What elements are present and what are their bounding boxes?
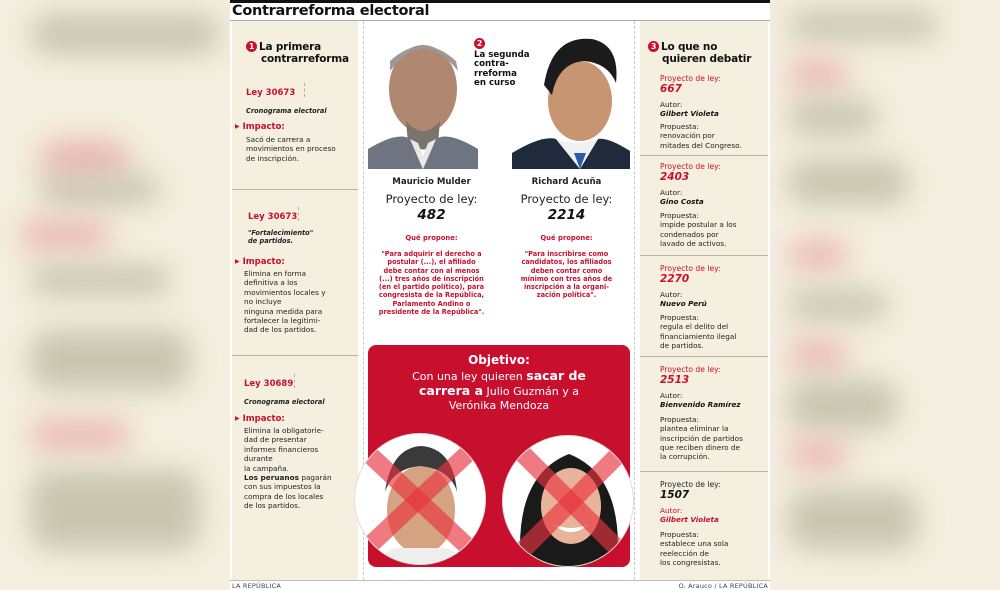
bill-item [640, 256, 768, 357]
objetivo-box [368, 345, 630, 567]
proyecto-label: Proyecto de ley: [660, 365, 721, 374]
autor-label: Autor: [660, 100, 683, 109]
photo-mauricio-mulder [368, 31, 478, 169]
autor-label: Autor: [660, 290, 683, 299]
bill-number: 1507 [660, 489, 690, 501]
autor-name: Nuevo Perú [660, 299, 707, 308]
section-1-column [232, 21, 358, 580]
number-badge-1: 1 [246, 41, 257, 52]
impact-label: ▶ Impacto: [235, 257, 285, 267]
impact-text: Elimina en forma definitiva a los movimientos locales y no incluye ninguna medida para fortalecer la legitimi- dad de los partidos. [244, 269, 326, 335]
number-badge-3: 3 [648, 41, 659, 52]
que-propone-label: Qué propone: [405, 234, 458, 242]
law-subtitle: Cronograma electoral [244, 398, 325, 406]
proyecto-label: Proyecto de ley: [660, 264, 721, 273]
photo-richard-acuna [512, 35, 630, 169]
photo-julio-guzman [354, 433, 486, 565]
objetivo-text: Con una ley quieren sacar de carrera a Julio Guzmán y a Verónika Mendoza [412, 368, 586, 412]
autor-name: Gilbert Violeta [660, 515, 719, 524]
photo-veronika-mendoza [502, 435, 634, 567]
bill-number: 2270 [660, 273, 690, 285]
proyecto-label: Proyecto de ley: [660, 162, 721, 171]
law-subtitle: Cronograma electoral [246, 107, 327, 115]
bill-item [640, 357, 768, 472]
law-subtitle: "Fortalecimiento" de partidos. [248, 229, 314, 245]
blurred-background-right [768, 0, 1000, 590]
autor-label: Autor: [660, 188, 683, 197]
proyecto-label: Proyecto de ley: [660, 74, 721, 83]
section-3-heading: 3 Lo que no quieren debatir [648, 41, 751, 65]
impact-text: Sacó de carrera a movimientos en proceso de inscripción. [246, 135, 336, 163]
section-2-column [363, 21, 635, 580]
law-number: Ley 30673 [248, 212, 298, 222]
que-propone-label: Qué propone: [540, 234, 593, 242]
author-credit: O. Arauco / LA REPÚBLICA [678, 582, 768, 590]
proposal-text: Propuesta: establece una sola reelección de los congresistas. [660, 530, 729, 567]
proyecto-label: Proyecto de ley: [520, 192, 613, 206]
autor-label: Autor: [660, 506, 683, 515]
proposal-text: Propuesta: plantea eliminar la inscripción de partidos que reciben dinero de la corrupción. [660, 415, 743, 462]
number-badge-2: 2 [474, 38, 485, 49]
section-2-heading: 2 La segunda contra- rreforma en curso [474, 39, 530, 89]
impact-label: ▶ Impacto: [235, 414, 285, 424]
proposal-quote: "Para inscribirse como candidatos, los afiliados deben contar como mínimo con tres años de inscripción a la organi- zación política". [520, 250, 613, 300]
proyecto-number: 482 [417, 207, 446, 223]
law-item [232, 357, 358, 580]
triangle-bullet-icon: ▶ [235, 123, 240, 130]
person-name: Mauricio Mulder [392, 177, 471, 187]
impact-label: ▶ Impacto: [235, 122, 285, 132]
publisher-credit: LA REPÚBLICA [232, 582, 281, 590]
objetivo-title: Objetivo: [468, 353, 530, 367]
proposal-text: Propuesta: renovación por mitades del Congreso. [660, 122, 742, 150]
triangle-bullet-icon: ▶ [235, 258, 240, 265]
proposal-quote: "Para adquirir el derecho a postular (...), el afiliado debe contar con al menos (...) tres años de inscripción (en el partido político), para congresista de la República, Parlamento Andino o presidente de la República". [378, 250, 485, 317]
bottom-divider [230, 580, 770, 581]
proyecto-number: 2214 [547, 207, 586, 223]
proyecto-label: Proyecto de ley: [385, 192, 478, 206]
person-name: Richard Acuña [531, 177, 602, 187]
bill-item [640, 21, 768, 156]
bill-item [640, 472, 768, 580]
autor-label: Autor: [660, 391, 683, 400]
bill-item [640, 156, 768, 256]
blurred-background-left [0, 0, 230, 590]
infographic-sheet [230, 0, 770, 590]
section-3-column [640, 21, 768, 580]
proposal-text: Propuesta: regula el delito del financiamiento ilegal de partidos. [660, 313, 737, 350]
bill-number: 2513 [660, 374, 690, 386]
autor-name: Bienvenido Ramírez [660, 400, 741, 409]
law-item [232, 21, 358, 191]
autor-name: Gilbert Violeta [660, 109, 719, 118]
proposal-text: Propuesta: impide postular a los condenados por lavado de activos. [660, 211, 737, 248]
autor-name: Gino Costa [660, 197, 704, 206]
bill-number: 2403 [660, 171, 690, 183]
law-number: Ley 30673 [246, 88, 296, 98]
triangle-bullet-icon: ▶ [235, 415, 240, 422]
page-title: Contrarreforma electoral [232, 3, 430, 19]
section-1-heading: 1 La primera contrarreforma [246, 41, 349, 65]
bill-number: 667 [660, 83, 682, 95]
law-number: Ley 30689 [244, 379, 294, 389]
law-item [232, 191, 358, 357]
impact-text: Elimina la obligatorie- dad de presentar informes financieros durante la campaña. Los peruanos pagarán con sus impuestos la compra de los locales de los partidos. [244, 426, 332, 511]
proyecto-label: Proyecto de ley: [660, 480, 721, 489]
